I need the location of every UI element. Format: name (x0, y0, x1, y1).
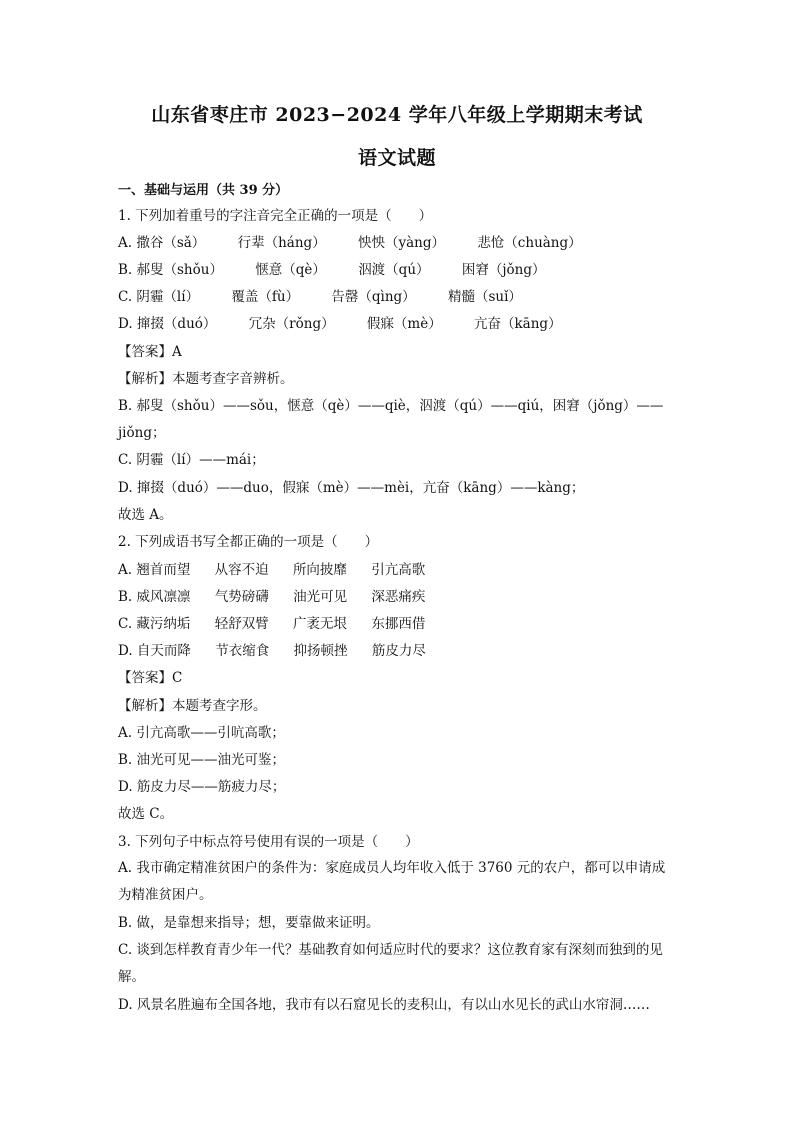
q1-explain-d: D. 撺掇（duó）——duo，假寐（mè）——mèi，亢奋（kāng）——kàng； (118, 480, 585, 496)
q3-stem: 3. 下列句子中标点符号使用有误的一项是（ ） (118, 834, 419, 850)
q2-a-4: 引亢高歌 (371, 562, 426, 578)
q1-c-4: 精髓（suǐ） (447, 289, 522, 305)
q1-explain-b-cont: jiǒng； (118, 425, 166, 441)
q2-b-1: B. 威风凛凛 (118, 589, 191, 605)
q1-b-2: 惬意（qè） (255, 262, 326, 278)
q1-option-b (118, 260, 545, 280)
q2-option-a (118, 560, 425, 580)
q1-conclusion: 故选 A。 (118, 507, 173, 523)
q2-d-3: 抑扬顿挫 (293, 643, 348, 659)
q3-option-c: C. 谈到怎样教育青少年一代？基础教育如何适应时代的要求？这位教育家有深刻而独到的见解。 (118, 942, 663, 985)
q1-b-4: 困窘（jǒng） (461, 262, 546, 278)
q1-analysis: 【解析】本题考查字音辨析。 (118, 371, 294, 387)
q1-option-a (118, 233, 582, 253)
q1-option-c (118, 287, 522, 307)
q1-a-2: 行辈（háng） (237, 235, 326, 251)
q3-option-a: A. 我市确定精准贫困户的条件为：家庭成员人均年收入低于 3760 元的农户，都可以申请成为精准贫困户。 (118, 860, 666, 903)
q1-c-3: 告罄（qìng） (331, 289, 416, 305)
q2-d-2: 节衣缩食 (215, 643, 270, 659)
q1-a-4: 悲怆（chuàng） (477, 235, 582, 251)
q3-option-d: D. 风景名胜遍布全国各地，我市有以石窟见长的麦积山，有以山水见长的武山水帘洞…… (118, 997, 650, 1013)
q2-a-2: 从容不迫 (214, 562, 269, 578)
q1-a-1: A. 撒谷（sǎ） (118, 235, 206, 251)
q1-b-3: 泅渡（qú） (358, 262, 430, 278)
q2-stem: 2. 下列成语书写全都正确的一项是（ ） (118, 534, 379, 550)
q2-c-2: 轻舒双臂 (214, 616, 269, 632)
q2-b-3: 油光可见 (293, 589, 348, 605)
q1-d-3: 假寐（mè） (366, 316, 442, 332)
q1-b-1: B. 郝叟（shǒu） (118, 262, 223, 278)
q2-a-1: A. 翘首而望 (118, 562, 191, 578)
q2-conclusion: 故选 C。 (118, 806, 174, 822)
q1-option-d (118, 314, 562, 334)
q1-d-2: 冗杂（rǒng） (248, 316, 335, 332)
exam-title: 山东省枣庄市 2023−2024 学年八年级上学期期末考试 (151, 104, 643, 126)
q2-d-1: D. 自天而降 (118, 643, 191, 659)
q2-a-3: 所向披靡 (292, 562, 347, 578)
q1-stem: 1. 下列加着重号的字注音完全正确的一项是（ ） (118, 208, 433, 224)
q2-option-d (118, 641, 426, 661)
q1-answer: 【答案】A (118, 344, 182, 360)
q2-explain-b: B. 油光可见——油光可鉴； (118, 752, 286, 768)
q1-d-1: D. 撺掇（duó） (118, 316, 217, 332)
q1-c-2: 覆盖（fù） (231, 289, 300, 305)
q2-b-4: 深恶痛疾 (371, 589, 426, 605)
q2-c-4: 东挪西借 (371, 616, 426, 632)
q2-option-c (118, 614, 425, 634)
q1-explain-b: B. 郝叟（shǒu）——sǒu，惬意（qè）——qiè，泅渡（qú）——qiú，困窘（jǒng）—— (118, 398, 664, 414)
q1-a-3: 怏怏（yàng） (358, 235, 446, 251)
q2-explain-d: D. 筋皮力尽——筋疲力尽； (118, 779, 286, 795)
q1-d-4: 亢奋（kāng） (474, 316, 562, 332)
q2-d-4: 筋皮力尽 (371, 643, 426, 659)
q1-explain-c: C. 阴霾（lí）——mái； (118, 452, 265, 468)
q2-option-b (118, 587, 425, 607)
q3-option-b: B. 做，是靠想来指导；想，要靠做来证明。 (118, 915, 380, 931)
q2-c-3: 广袤无垠 (293, 616, 348, 632)
q2-c-1: C. 藏污纳垢 (118, 616, 191, 632)
q2-explain-a: A. 引亢高歌——引吭高歌； (118, 725, 285, 741)
exam-subtitle: 语文试题 (357, 147, 436, 169)
q2-b-2: 气势磅礴 (214, 589, 269, 605)
q2-answer: 【答案】C (118, 670, 183, 686)
section-heading: 一、基础与运用（共 39 分） (118, 183, 289, 198)
q2-analysis: 【解析】本题考查字形。 (118, 698, 267, 714)
q1-c-1: C. 阴霾（lí） (118, 289, 200, 305)
